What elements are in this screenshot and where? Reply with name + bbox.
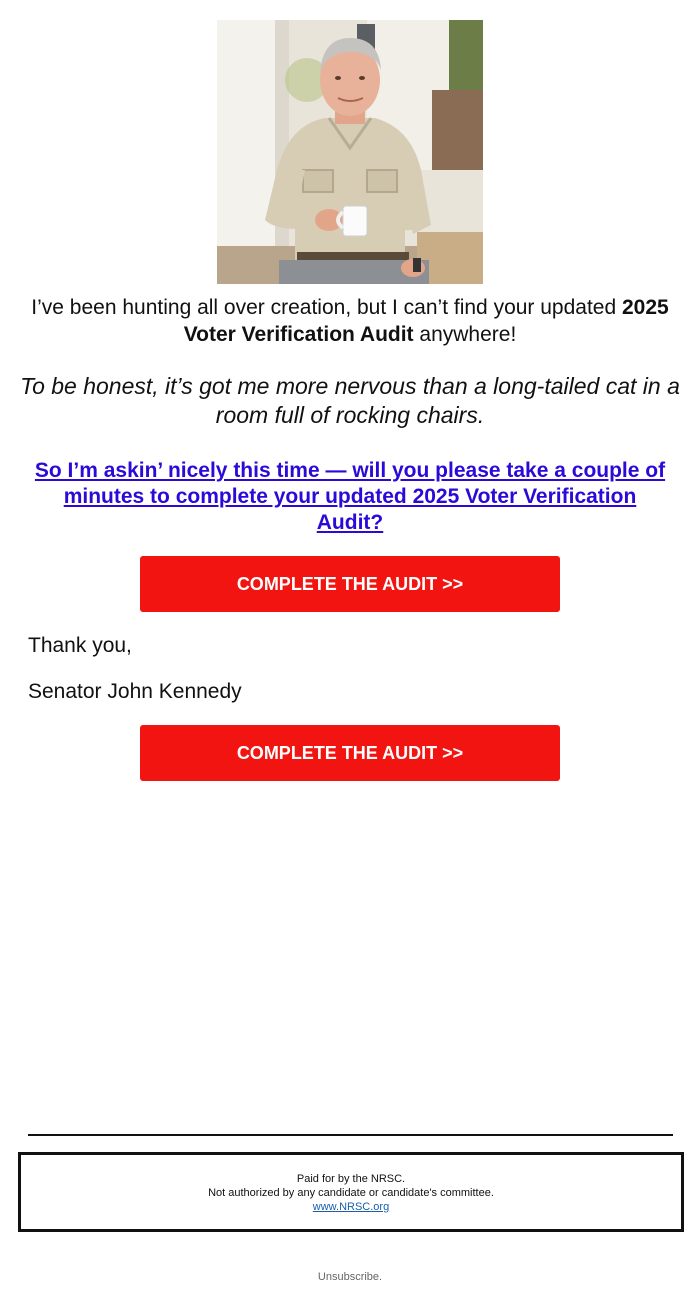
intro-audit-name: 2025 Voter Verification Audit xyxy=(183,296,669,346)
complete-audit-button-secondary[interactable]: COMPLETE THE AUDIT >> xyxy=(140,725,560,781)
not-authorized-text: Not authorized by any candidate or candidate's committee. xyxy=(208,1187,494,1199)
ask-link[interactable]: So I’m askin’ nicely this time — will you please take a couple of minutes to complete your updated 2025 Voter Verification Audit? xyxy=(34,459,666,534)
senator-photo xyxy=(217,20,483,284)
intro-text-after: anywhere! xyxy=(413,323,517,346)
senator-photo-illustration xyxy=(217,20,483,284)
signature-text: Senator John Kennedy xyxy=(28,680,242,703)
footer-divider xyxy=(28,1134,673,1136)
unsubscribe-link[interactable]: Unsubscribe. xyxy=(317,1271,383,1283)
disclaimer-box xyxy=(18,1152,684,1232)
intro-paragraph xyxy=(20,294,680,348)
nrsc-site-link[interactable]: www.NRSC.org xyxy=(312,1201,390,1213)
closing-text: Thank you, xyxy=(28,634,132,657)
paid-for-text: Paid for by the NRSC. xyxy=(296,1173,406,1185)
complete-audit-button-primary[interactable]: COMPLETE THE AUDIT >> xyxy=(140,556,560,612)
quote-paragraph: To be honest, it’s got me more nervous than a long-tailed cat in a room full of rocking chairs. xyxy=(20,373,680,428)
intro-text-before: I’ve been hunting all over creation, but I can’t find your updated xyxy=(31,296,622,319)
